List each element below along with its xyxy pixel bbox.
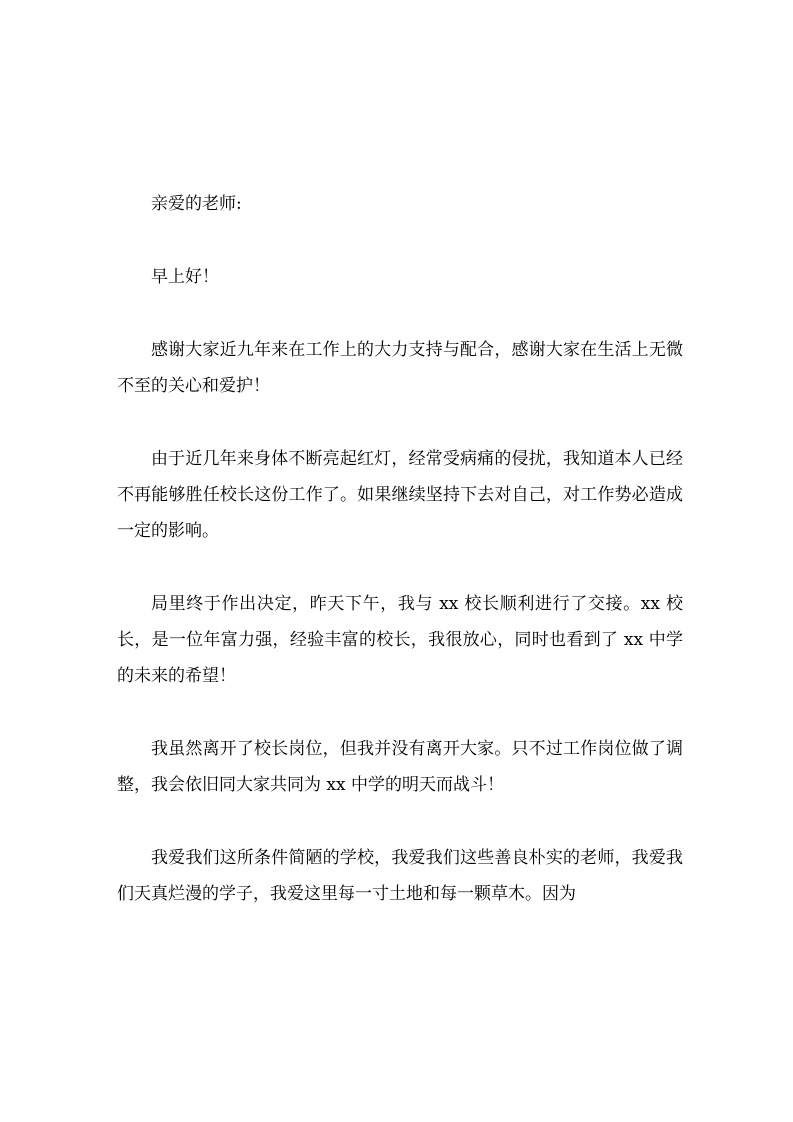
- paragraph-adjustment: 我虽然离开了校长岗位，但我并没有离开大家。只不过工作岗位做了调整，我会依旧同大家共同为 xx 中学的明天而战斗！: [117, 739, 683, 795]
- letter-body: [117, 186, 683, 949]
- greeting: 早上好！: [151, 267, 219, 287]
- paragraph-thanks: 感谢大家近九年来在工作上的大力支持与配合，感谢大家在生活上无微不至的关心和爱护！: [117, 340, 683, 396]
- salutation: 亲爱的老师:: [151, 194, 242, 214]
- paragraph-health: 由于近几年来身体不断亮起红灯，经常受病痛的侵扰，我知道本人已经不再能够胜任校长这份工作了。如果继续坚持下去对自己，对工作势必造成一定的影响。: [117, 449, 683, 541]
- paragraph-handover: 局里终于作出决定，昨天下午，我与 xx 校长顺利进行了交接。xx 校长，是一位年富力强，经验丰富的校长，我很放心，同时也看到了 xx 中学的未来的希望！: [117, 594, 683, 686]
- paragraph-love-school: 我爱我们这所条件简陋的学校，我爱我们这些善良朴实的老师，我爱我们天真烂漫的学子，我爱这里每一寸土地和每一颗草木。因为: [117, 848, 683, 904]
